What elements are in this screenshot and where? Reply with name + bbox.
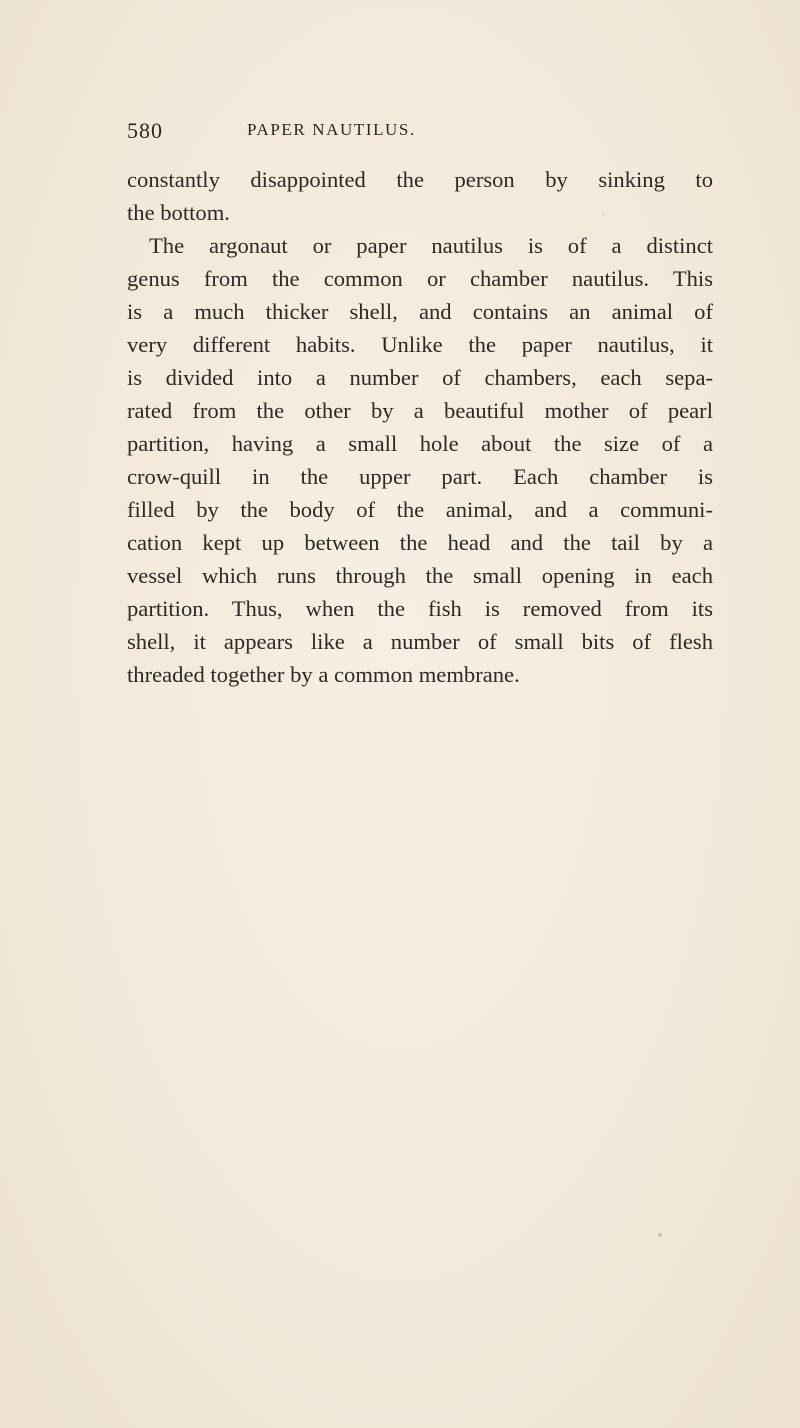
- text-line: rated from the other by a beautiful mother of pearl: [127, 398, 713, 423]
- running-title: PAPER NAUTILUS.: [247, 120, 416, 139]
- text-line: the bottom.: [127, 200, 230, 225]
- text-line: filled by the body of the animal, and a communi-: [127, 497, 713, 522]
- text-line: crow-quill in the upper part. Each chamber is: [127, 464, 713, 489]
- body-text: [127, 163, 713, 691]
- paragraph-first-line: The argonaut or paper nautilus is of a distinct: [149, 233, 713, 258]
- running-head: [127, 118, 707, 148]
- text-line: cation kept up between the head and the tail by a: [127, 530, 713, 555]
- text-line: is divided into a number of chambers, each sepa-: [127, 365, 713, 390]
- text-line: constantly disappointed the person by sinking to: [127, 167, 713, 192]
- paper-speck: [602, 213, 604, 215]
- text-line: partition. Thus, when the fish is removed from its: [127, 596, 713, 621]
- text-line: genus from the common or chamber nautilus. This: [127, 266, 713, 291]
- text-line: shell, it appears like a number of small bits of flesh: [127, 629, 713, 654]
- page-number: 580: [127, 118, 163, 143]
- text-line: partition, having a small hole about the size of a: [127, 431, 713, 456]
- text-line: very different habits. Unlike the paper nautilus, it: [127, 332, 713, 357]
- text-line: is a much thicker shell, and contains an animal of: [127, 299, 713, 324]
- text-line: vessel which runs through the small opening in each: [127, 563, 713, 588]
- text-line: threaded together by a common membrane.: [127, 662, 520, 687]
- paper-speck: [658, 1233, 662, 1237]
